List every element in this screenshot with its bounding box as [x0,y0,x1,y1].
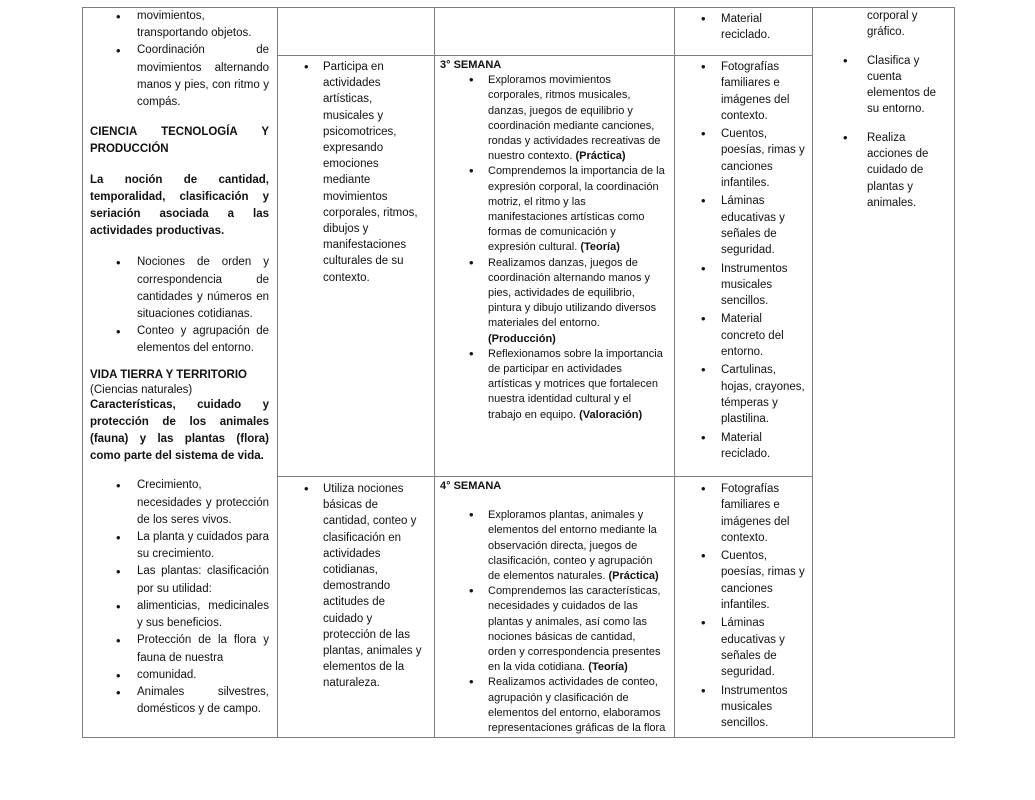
list-item: • Fotografías familiares e imágenes del contexto. [675,59,812,124]
section-subtitle-ciencia: La noción de cantidad, temporalidad, clasificación y seriación asociada a las actividades productivas. [90,173,269,238]
activities-cell-week3 [435,56,675,477]
list-item: • comunidad. [90,667,269,684]
section-title-vida: VIDA TIERRA Y TERRITORIO [90,368,247,381]
list-item: • Animales silvestres, domésticos y de campo. [90,684,269,718]
list-item: • Crecimiento, necesidades y protección de los seres vivos. [90,477,269,529]
evaluation-cell [813,8,955,738]
planning-table [82,7,955,738]
week4-title: 4° SEMANA [440,480,502,492]
objective-cell-week4 [278,477,435,738]
list-item: • Coordinación de movimientos alternando manos y pies, con ritmo y compás. [90,42,269,111]
list-item: • Cartulinas, hojas, crayones, témperas y plastilina. [675,362,812,427]
list-item: • Utiliza nociones básicas de cantidad, conteo y clasificación en actividades cotidianas, demostrando actitudes de cuidado y protección de las plantas, animales y elementos de la naturaleza. [278,481,434,692]
list-item: • Material concreto del entorno. [675,311,812,360]
list-item: • La planta y cuidados para su crecimiento. [90,529,269,563]
evaluation-list [813,53,954,212]
list-item: • Exploramos plantas, animales y elementos del entorno mediante la observación directa, juegos de clasificación, conteo y agrupación de elementos naturales. (Práctica) [440,508,666,584]
list-item: • Material reciclado. [675,430,812,463]
section-subtitle-vida: Características, cuidado y protección de los animales (fauna) y las plantas (flora) como parte del sistema de vida. [90,398,269,463]
list-item: • Las plantas: clasificación por su utilidad: [90,563,269,597]
activities-cell-empty [435,8,675,56]
list-item: • Clasifica y cuenta elementos de su entorno. [813,53,954,118]
list-item: • Comprendemos la importancia de la expresión corporal, la coordinación motriz, el ritmo y las manifestaciones artísticas como formas de comunicación y expresión cultural. (Teoría) [440,164,666,255]
list-item: • alimenticias, medicinales y sus beneficios. [90,598,269,632]
list-item: • Participa en actividades artísticas, musicales y psicomotrices, expresando emociones mediante movimientos corporales, ritmos, dibujos y manifestaciones culturales de su contexto. [278,59,434,286]
list-item: • Cuentos, poesías, rimas y canciones infantiles. [675,126,812,191]
contents-vida-list [90,477,269,718]
contents-ciencia-list [90,254,269,357]
list-item: • Protección de la flora y fauna de nuestra [90,632,269,666]
list-item: • Realiza acciones de cuidado de plantas y animales. [813,130,954,211]
week4-activities-list [440,508,666,736]
list-item: • Fotografías familiares e imágenes del contexto. [675,481,812,546]
resources-list-week4 [675,481,812,731]
section-note-vida: (Ciencias naturales) [90,383,193,396]
list-item: • Realizamos danzas, juegos de coordinación alternando manos y pies, actividades de equilibrio, pintura y dibujo utilizando diversos materiales del entorno. (Producción) [440,256,666,347]
list-item: • Láminas educativas y señales de seguridad. [675,193,812,258]
list-item: • Comprendemos las características, necesidades y cuidados de las plantas y animales, así como las nociones básicas de cantidad, orden y correspondencia presentes en la vida cotidiana. (Teoría) [440,584,666,675]
contents-top-list [90,8,269,111]
resources-cell-row2 [675,56,813,477]
section-title-ciencia: CIENCIA TECNOLOGÍA Y PRODUCCIÓN [90,126,269,156]
list-item: • Instrumentos musicales sencillos. [675,261,812,310]
week3-activities-list [440,73,666,423]
list-item: • Exploramos movimientos corporales, ritmos musicales, danzas, juegos de equilibrio y coordinación mediante canciones, rondas y actividades recreativas de nuestro contexto. (Práctica) [440,73,666,164]
list-item: • Realizamos actividades de conteo, agrupación y clasificación de elementos del entorno, elaboramos representaciones gráficas de la flora [440,675,666,736]
objective-cell-week3 [278,56,435,477]
list-item: • Instrumentos musicales sencillos. [675,683,812,732]
list-item: • Nociones de orden y correspondencia de cantidades y números en situaciones cotidianas. [90,254,269,323]
evaluation-top-text: corporal y gráfico. [867,10,918,39]
list-item: • movimientos, transportando objetos. [90,8,269,42]
activities-cell-week4 [435,477,675,738]
list-item: • Conteo y agrupación de elementos del entorno. [90,323,269,357]
list-item: • Cuentos, poesías, rimas y canciones infantiles. [675,548,812,613]
resources-cell-row3 [675,477,813,738]
list-item: • Material reciclado. [675,11,812,44]
week3-title: 3° SEMANA [440,59,502,71]
list-item: • Reflexionamos sobre la importancia de participar en actividades artísticas y motrices que fortalecen nuestra identidad cultural y el trabajo en equipo. (Valoración) [440,347,666,423]
resources-list-week3 [675,59,812,462]
objective-cell-empty [278,8,435,56]
contents-cell [83,8,278,738]
list-item: • Láminas educativas y señales de seguridad. [675,615,812,680]
resources-cell-row1 [675,8,813,56]
